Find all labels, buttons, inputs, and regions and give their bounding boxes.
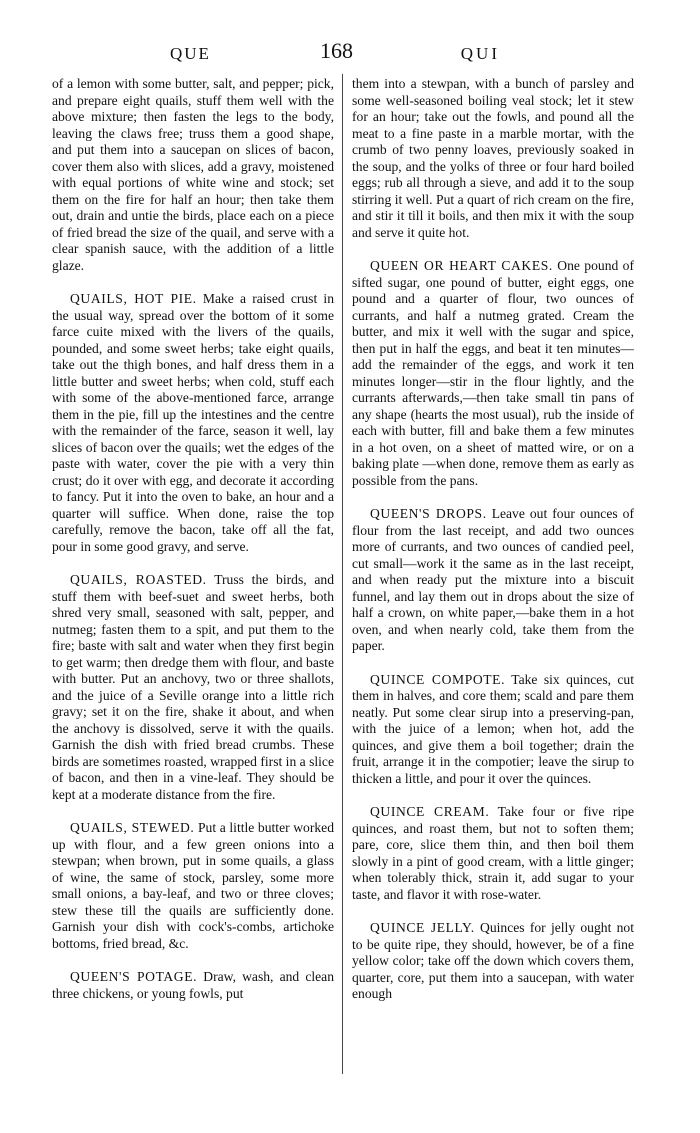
page-number: 168 (320, 38, 353, 63)
recipe-entry (52, 291, 334, 555)
entry-heading: QUAILS, STEWED. (70, 820, 195, 835)
recipe-entry (352, 76, 634, 241)
entry-body: Make a raised crust in the usual way, spread over the bottom of it some farce cuite mixed with the livers of the quails, pounded, and some sweet herbs; take eight quails, take out the thigh bones, and half dress them in a little butter and sweet herbs; when cold, stuff each with some of the above-mentioned farce, arrange them in the pie, fill up the intestines and the centre with the remainder of the farce, season it well, lay slices of bacon over the quails; wet the edges of the paste with water, cover the pie with a very thin crust; do it over with egg, and decorate it according to fancy. Put it into the oven to bake, an hour and a quarter will suffice. When done, raise the top carefully, remove the bacon, take off all the fat, pour in some good gravy, and serve. (52, 291, 334, 554)
entry-body: Take four or five ripe quinces, and roast them, but not to soften them; pare, core, slice them thin, and then boil them slowly in a pint of good cream, with a little ginger; when tolerably thick, strain it, add sugar to your taste, and flavor it with rose-water. (352, 804, 634, 902)
entry-heading: QUEEN OR HEART CAKES. (370, 258, 553, 273)
entry-body: Draw, wash, and clean three chickens, or young fowls, put (52, 969, 334, 1001)
recipe-entry (52, 572, 334, 803)
entry-heading: QUAILS, ROASTED. (70, 572, 207, 587)
entry-heading: QUINCE CREAM. (370, 804, 490, 819)
entry-heading: QUINCE COMPOTE. (370, 671, 506, 687)
entry-body: Take six quinces, cut them in halves, and core them; scald and pare them neatly. Put some clear sirup into a preserving-pan, with the juice of a lemon; when hot, add the quinces, and give them a boil together; drain the fruit, arrange it in the compotier; leave the sirup to thicken a little, and pour it over the quinces. (352, 671, 634, 786)
recipe-entry (52, 820, 334, 952)
entry-body: One pound of sifted sugar, one pound of butter, eight eggs, one pound and a quarter of flour, two ounces of currants, and half a nutmeg grated. Cream the butter, and mix it well with the sugar and spice, then put in half the eggs, and beat it ten minutes—add the remainder of the eggs, and work it ten minutes longer—stir in the flour lightly, and the currants afterwards,—then take small tin pans of any shape (hearts the most usual), rub the inside of each with butter, fill and bake them a few minutes in a hot oven, on a sheet of matted wire, or on a baking plate —when done, remove them as early as possible from the pans. (352, 258, 634, 488)
column-divider (342, 74, 343, 1074)
header-left-word: QUE (170, 44, 211, 63)
recipe-entry (52, 76, 334, 274)
entry-body: them into a stewpan, with a bunch of parsley and some well-seasoned boiling veal stock; let it stew for an hour; take out the fowls, and pound all the meat to a fine paste in a marble mortar, with the crumb of two penny loaves, previously soaked in the soup, and the yolks of three or four hard boiled eggs; rub all through a sieve, and add it to the soup stirring it well. Put a quart of rich cream on the fire, and stir it till it boils, and then mix it with the soup and serve it quite hot. (352, 76, 634, 240)
entry-heading: QUINCE JELLY. (370, 920, 475, 935)
entry-heading: QUEEN'S POTAGE. (70, 969, 198, 984)
left-column (52, 76, 334, 1002)
entry-heading: QUEEN'S DROPS. (370, 506, 487, 521)
recipe-entry (352, 672, 634, 788)
entry-body: Put a little butter worked up with flour, and a few green onions into a stewpan; when brown, put in some quails, a glass of wine, the same of stock, parsley, some more small onions, a bay-leaf, and two or three cloves; stew these till the quails are sufficiently done. Garnish your dish with cock's-combs, artichoke bottoms, fried bread, &c. (52, 820, 335, 951)
running-header (150, 38, 530, 70)
entry-body: of a lemon with some butter, salt, and pepper; pick, and prepare eight quails, stuff them well with the above mixture; then fasten the legs to the body, leaving the claws free; truss them a good shape, and put them into a saucepan on slices of bacon, cover them also with slices, add a gravy, moistened with equal portions of white wine and stock; set them on the fire for half an hour; then take them out, drain and untie the birds, place each on a piece of fried bread the size of the quail, and serve with a clear spanish sauce, with the addition of a little glaze. (52, 76, 334, 273)
entry-body: Truss the birds, and stuff them with beef-suet and sweet herbs, both shred very small, seasoned with salt, pepper, and nutmeg; fasten them to a spit, and put them to the fire; baste with salt and water when they first begin to get warm; then dredge them with flour, and baste with butter. Put an anchovy, two or three shallots, and the juice of a Seville orange into a little rich gravy; set it on the fire, shake it about, and when the anchovy is dissolved, serve it with the quails. Garnish the dish with fried bread crumbs. These birds are sometimes roasted, wrapped first in a slice of bacon, and then in a vine-leaf. They should be kept at a moderate distance from the fire. (52, 572, 335, 802)
header-right-word: QUI (460, 44, 500, 63)
recipe-entry (352, 804, 634, 903)
recipe-entry (52, 969, 334, 1002)
entry-body: Quinces for jelly ought not to be quite ripe, they should, however, be of a fine yellow color; take off the down which covers them, quarter, core, put them into a saucepan, with water enough (352, 920, 634, 1001)
recipe-entry (352, 506, 634, 655)
recipe-entry (352, 258, 634, 489)
entry-heading: QUAILS, HOT PIE. (70, 291, 197, 306)
right-column (352, 76, 634, 1003)
recipe-entry (352, 920, 634, 1003)
entry-body: Leave out four ounces of flour from the last receipt, and add two ounces more of currants, and two ounces of candied peel, cut small—work it the same as in the last receipt, and when ready put the mixture into a biscuit funnel, and lay them out in drops about the size of half a crown, on white paper,—bake them in a hot oven, and when nearly cold, take them from the paper. (352, 506, 634, 653)
